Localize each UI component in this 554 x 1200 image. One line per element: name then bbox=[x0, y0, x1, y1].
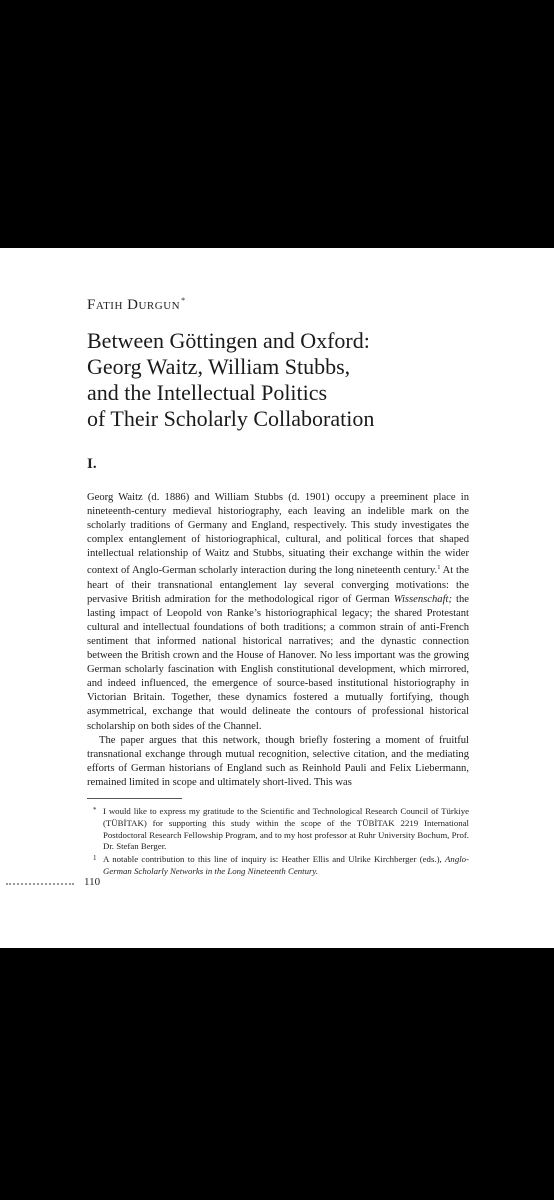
title-line-2: Georg Waitz, William Stubbs, bbox=[87, 354, 351, 379]
footnote-star bbox=[87, 806, 469, 853]
paragraph-1-part-2: At the heart of their transnational entanglement lay several converging motivations: the pervasive British admiration for the methodological rigor of German bbox=[87, 565, 469, 605]
paragraph-1-part-1: Georg Waitz (d. 1886) and William Stubbs (d. 1901) occupy a preeminent place in nineteenth-century medieval historiography, each leaving an indelible mark on the scholarly traditions of Germany and England, respectively. This study investigates the complex entanglement of historiographical, cultural, and political forces that shaped intellectual relationship of Waitz and Stubbs, situating their exchange within the wider context of Anglo-German scholarly interaction during the long nineteenth century. bbox=[87, 492, 469, 577]
footnote-ref-1: 1 bbox=[437, 564, 441, 572]
document-page bbox=[0, 248, 554, 948]
footnote-divider bbox=[87, 798, 182, 799]
footnote-star-text: I would like to express my gratitude to the Scientific and Technological Research Council of Türkiye (TÜBİTAK) for supporting this study within the scope of the TÜBİTAK 2219 International Postdoctoral Research Fellowship Program, and to my host professor at Ruhr University Bochum, Prof. Dr. Stefan Berger. bbox=[103, 806, 469, 852]
page-number: 110 bbox=[84, 876, 101, 888]
footnotes bbox=[87, 806, 469, 879]
footnote-1-mark: 1 bbox=[93, 854, 97, 863]
paragraph-1-italic: Wissenschaft; bbox=[393, 593, 452, 605]
footnote-1-text: A notable contribution to this line of inquiry is: Heather Ellis and Ulrike Kirchberger (eds.), bbox=[103, 854, 446, 865]
dotted-leader bbox=[6, 883, 74, 885]
section-heading: I. bbox=[87, 456, 97, 472]
title-line-1: Between Göttingen and Oxford: bbox=[87, 328, 370, 353]
article-title bbox=[87, 328, 507, 432]
author-name bbox=[87, 296, 186, 314]
author-last-name: Durgun bbox=[127, 297, 181, 313]
author-first-name: Fatih bbox=[87, 297, 123, 313]
title-line-4: of Their Scholarly Collaboration bbox=[87, 406, 375, 431]
footnote-1-italic: Anglo-German Scholarly Networks in the Long Nineteenth Century. bbox=[103, 854, 469, 876]
paragraph-1-part-3: the lasting impact of Leopold von Ranke’s historiographical legacy; the shared Protestant cultural and intellectual foundations of both traditions; a common strain of anti-French sentiment that informed national historical narratives; and the dynastic connection between the British crown and the House of Hanover. No less important was the growing German scholarly fascination with English constitutional development, which mirrored, and indeed influenced, the emergence of source-based institutional historiography in Victorian Britain. Together, these dynamics fostered a mutually fortifying, though asymmetrical, exchange that would delineate the contours of professional historical scholarship on both sides of the Channel. bbox=[87, 593, 469, 732]
paragraph-2: The paper argues that this network, though briefly fostering a moment of fruitful transnational exchange through mutual recognition, selective citation, and the mediating efforts of German historians of England such as Reinhold Pauli and Felix Liebermann, remained limited in scope and ultimately short-lived. This was bbox=[87, 734, 469, 788]
paragraph-1 bbox=[87, 491, 469, 734]
footnote-star-mark: * bbox=[93, 806, 97, 814]
author-footnote-mark: * bbox=[181, 296, 186, 305]
title-line-3: and the Intellectual Politics bbox=[87, 380, 328, 405]
footnote-1 bbox=[87, 854, 469, 878]
body-text bbox=[87, 491, 469, 790]
